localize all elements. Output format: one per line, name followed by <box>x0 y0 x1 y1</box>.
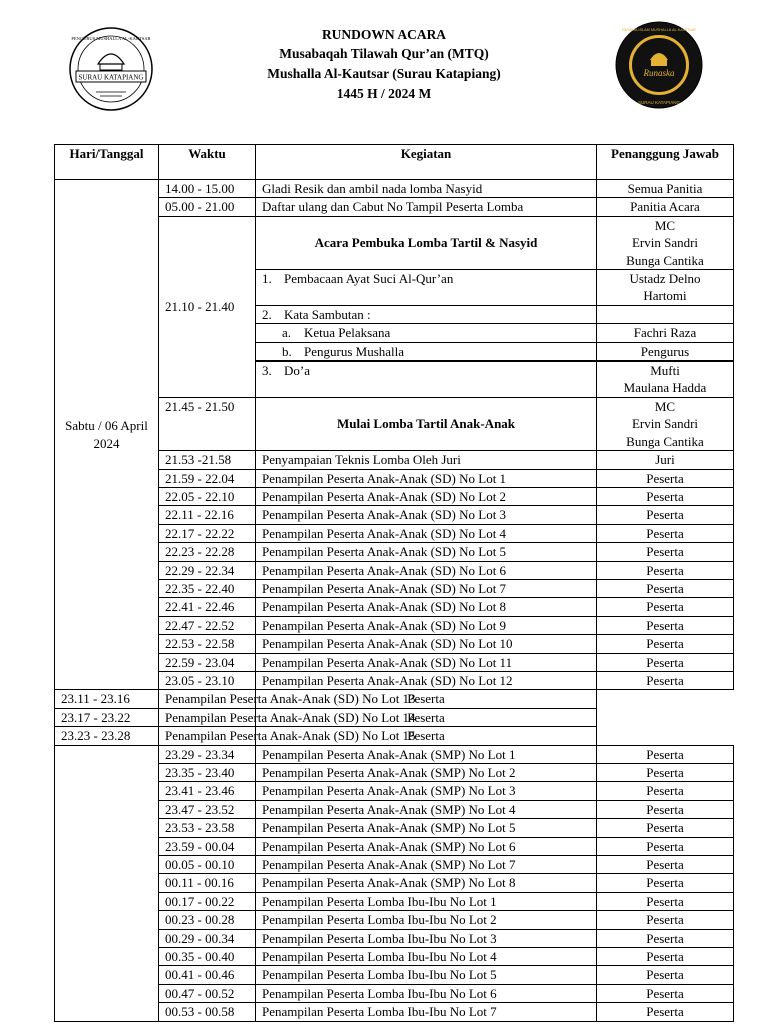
activity-cell <box>256 361 597 397</box>
table-row <box>55 745 734 763</box>
col-header-day: Hari/Tanggal <box>55 145 159 180</box>
pj-cell: Peserta <box>256 690 597 708</box>
time-cell: 22.53 - 22.58 <box>159 635 256 653</box>
activity-cell: Penampilan Peserta Anak-Anak (SD) No Lot 1 <box>256 469 597 487</box>
logo-right-ring-top: REMAJA ISLAM MUSHALLA AL-KAUTSAR <box>622 28 696 32</box>
pj-cell: Peserta <box>597 653 734 671</box>
day-cell: Sabtu / 06 April 2024 <box>55 180 159 690</box>
pj-line: Ervin Sandri <box>631 235 699 251</box>
pj-cell: Peserta <box>597 579 734 597</box>
venue-name: Mushalla Al-Kautsar (Surau Katapiang) <box>267 66 501 81</box>
activity-cell: Gladi Resik dan ambil nada lomba Nasyid <box>256 180 597 198</box>
pj-line: Maulana Hadda <box>623 380 707 396</box>
activity-cell: Penampilan Peserta Anak-Anak (SD) No Lot 13 <box>159 690 256 708</box>
pj-line: Hartomi <box>643 288 687 304</box>
time-cell: 22.35 - 22.40 <box>159 579 256 597</box>
time-cell: 23.35 - 23.40 <box>159 764 256 782</box>
time-cell: 21.10 - 21.40 <box>159 216 256 397</box>
pj-line: Bunga Cantika <box>626 433 704 449</box>
pj-cell <box>597 397 734 450</box>
pj-cell: Peserta <box>597 929 734 947</box>
day-cell <box>55 745 159 1021</box>
pj-cell: Peserta <box>597 948 734 966</box>
time-cell: 14.00 - 15.00 <box>159 180 256 198</box>
pj-cell: Fachri Raza <box>597 324 734 342</box>
item-number: 1. <box>262 271 272 287</box>
pj-cell: Peserta <box>597 874 734 892</box>
year-line: 1445 H / 2024 M <box>336 86 432 101</box>
table-header-row <box>55 145 734 180</box>
runaska-logo <box>614 20 704 110</box>
activity-cell: Penampilan Peserta Anak-Anak (SD) No Lot 7 <box>256 579 597 597</box>
document-header <box>0 0 768 130</box>
activity-cell: Penampilan Peserta Anak-Anak (SMP) No Lot 1 <box>256 745 597 763</box>
activity-cell: Penampilan Peserta Anak-Anak (SMP) No Lot 8 <box>256 874 597 892</box>
time-cell: 23.29 - 23.34 <box>159 745 256 763</box>
activity-cell: Penampilan Peserta Lomba Ibu-Ibu No Lot 4 <box>256 948 597 966</box>
pj-cell: Peserta <box>597 819 734 837</box>
time-cell: 23.53 - 23.58 <box>159 819 256 837</box>
pj-cell: Peserta <box>597 800 734 818</box>
activity-cell: Penampilan Peserta Lomba Ibu-Ibu No Lot 7 <box>256 1003 597 1021</box>
pj-cell: Peserta <box>597 911 734 929</box>
time-cell: 21.59 - 22.04 <box>159 469 256 487</box>
time-cell: 00.35 - 00.40 <box>159 948 256 966</box>
table-row <box>55 690 734 708</box>
pj-line: Ervin Sandri <box>631 416 699 432</box>
activity-cell: Penampilan Peserta Anak-Anak (SMP) No Lot 7 <box>256 856 597 874</box>
time-cell: 05.00 - 21.00 <box>159 198 256 216</box>
activity-cell: Penampilan Peserta Lomba Ibu-Ibu No Lot 6 <box>256 984 597 1002</box>
pj-cell: Peserta <box>597 856 734 874</box>
activity-cell: Penampilan Peserta Anak-Anak (SD) No Lot 3 <box>256 506 597 524</box>
logo-right-text: Runaska <box>643 68 675 78</box>
pj-cell: Peserta <box>597 745 734 763</box>
pj-cell <box>597 361 734 397</box>
time-cell: 23.17 - 23.22 <box>55 708 159 726</box>
logo-left-band-text: SURAU KATAPIANG <box>78 73 144 82</box>
pj-cell <box>597 305 734 323</box>
activity-cell: Penampilan Peserta Anak-Anak (SD) No Lot 8 <box>256 598 597 616</box>
item-text: Pengurus Mushalla <box>304 343 405 359</box>
table-row <box>55 727 734 745</box>
pj-cell: Peserta <box>597 543 734 561</box>
activity-cell: Penampilan Peserta Anak-Anak (SD) No Lot 14 <box>159 708 256 726</box>
activity-cell: Penampilan Peserta Anak-Anak (SD) No Lot 12 <box>256 671 597 689</box>
item-text: Kata Sambutan : <box>284 306 371 322</box>
pj-cell: Peserta <box>256 727 597 745</box>
item-number: 2. <box>262 306 272 322</box>
time-cell: 00.23 - 00.28 <box>159 911 256 929</box>
pj-cell: Peserta <box>597 984 734 1002</box>
doc-title: RUNDOWN ACARA <box>321 27 447 42</box>
time-cell: 00.47 - 00.52 <box>159 984 256 1002</box>
activity-cell: Penyampaian Teknis Lomba Oleh Juri <box>256 451 597 469</box>
time-cell: 23.41 - 23.46 <box>159 782 256 800</box>
activity-cell: Penampilan Peserta Anak-Anak (SMP) No Lot 3 <box>256 782 597 800</box>
col-header-pj: Penanggung Jawab <box>597 145 734 180</box>
pj-cell: Peserta <box>597 764 734 782</box>
time-cell: 22.05 - 22.10 <box>159 487 256 505</box>
pj-cell: Peserta <box>597 892 734 910</box>
activity-cell <box>256 342 597 361</box>
time-cell: 23.11 - 23.16 <box>55 690 159 708</box>
time-cell: 00.17 - 00.22 <box>159 892 256 910</box>
pj-cell: Peserta <box>597 966 734 984</box>
activity-cell: Penampilan Peserta Anak-Anak (SD) No Lot 6 <box>256 561 597 579</box>
time-cell: 22.47 - 22.52 <box>159 616 256 634</box>
time-cell: 23.47 - 23.52 <box>159 800 256 818</box>
activity-cell: Penampilan Peserta Anak-Anak (SMP) No Lot 5 <box>256 819 597 837</box>
activity-cell <box>256 324 597 342</box>
activity-cell: Daftar ulang dan Cabut No Tampil Peserta Lomba <box>256 198 597 216</box>
pj-line: MC <box>654 398 676 414</box>
time-cell: 22.41 - 22.46 <box>159 598 256 616</box>
activity-cell: Mulai Lomba Tartil Anak-Anak <box>256 397 597 450</box>
time-cell: 00.53 - 00.58 <box>159 1003 256 1021</box>
activity-cell: Penampilan Peserta Anak-Anak (SD) No Lot 15 <box>159 727 256 745</box>
item-text: Pembacaan Ayat Suci Al-Qur’an <box>284 271 454 287</box>
pj-cell <box>597 216 734 269</box>
logo-left-ring-text: PENGURUS MUSHALLA AL-KAUTSAR <box>71 36 151 41</box>
activity-cell: Penampilan Peserta Anak-Anak (SD) No Lot 10 <box>256 635 597 653</box>
time-cell: 00.41 - 00.46 <box>159 966 256 984</box>
pj-cell: Peserta <box>597 671 734 689</box>
time-cell: 23.59 - 00.04 <box>159 837 256 855</box>
pj-line: MC <box>654 217 676 233</box>
activity-cell: Penampilan Peserta Lomba Ibu-Ibu No Lot 3 <box>256 929 597 947</box>
pj-line: Mufti <box>650 363 680 379</box>
time-cell: 22.17 - 22.22 <box>159 524 256 542</box>
time-cell: 00.11 - 00.16 <box>159 874 256 892</box>
pj-cell: Semua Panitia <box>597 180 734 198</box>
activity-cell: Penampilan Peserta Anak-Anak (SD) No Lot 4 <box>256 524 597 542</box>
pj-cell: Peserta <box>597 1003 734 1021</box>
activity-cell: Penampilan Peserta Anak-Anak (SD) No Lot 2 <box>256 487 597 505</box>
activity-cell: Penampilan Peserta Lomba Ibu-Ibu No Lot 5 <box>256 966 597 984</box>
time-cell: 22.29 - 22.34 <box>159 561 256 579</box>
activity-cell: Penampilan Peserta Lomba Ibu-Ibu No Lot 2 <box>256 911 597 929</box>
activity-cell: Penampilan Peserta Anak-Anak (SD) No Lot 11 <box>256 653 597 671</box>
pj-line: Bunga Cantika <box>626 252 704 268</box>
item-number: 3. <box>262 363 272 379</box>
pj-cell: Panitia Acara <box>597 198 734 216</box>
activity-cell <box>256 270 597 306</box>
activity-cell: Penampilan Peserta Lomba Ibu-Ibu No Lot 1 <box>256 892 597 910</box>
time-cell: 21.45 - 21.50 <box>159 397 256 450</box>
activity-cell: Penampilan Peserta Anak-Anak (SMP) No Lot 2 <box>256 764 597 782</box>
pj-cell: Peserta <box>597 561 734 579</box>
pj-cell: Peserta <box>597 837 734 855</box>
time-cell: 23.23 - 23.28 <box>55 727 159 745</box>
item-text: Do’a <box>284 363 310 379</box>
pj-cell: Peserta <box>256 708 597 726</box>
activity-cell: Penampilan Peserta Anak-Anak (SMP) No Lot 6 <box>256 837 597 855</box>
activity-cell: Penampilan Peserta Anak-Anak (SD) No Lot 5 <box>256 543 597 561</box>
pj-cell: Juri <box>597 451 734 469</box>
pj-cell: Peserta <box>597 598 734 616</box>
activity-cell: Acara Pembuka Lomba Tartil & Nasyid <box>256 216 597 269</box>
logo-right-ring-bottom: SURAU KATAPIANG <box>637 100 681 105</box>
table-row <box>55 708 734 726</box>
pj-cell: Peserta <box>597 616 734 634</box>
pj-cell: Peserta <box>597 487 734 505</box>
time-cell: 21.53 -21.58 <box>159 451 256 469</box>
item-text: Ketua Pelaksana <box>304 325 391 341</box>
pj-cell <box>597 270 734 306</box>
time-cell: 22.59 - 23.04 <box>159 653 256 671</box>
activity-cell <box>256 305 597 323</box>
event-name: Musabaqah Tilawah Qur’an (MTQ) <box>279 46 489 61</box>
rundown-table <box>54 144 734 1022</box>
col-header-time: Waktu <box>159 145 256 180</box>
col-header-activity: Kegiatan <box>256 145 597 180</box>
item-letter: b. <box>282 343 292 359</box>
pj-line: Ustadz Delno <box>629 271 701 287</box>
time-cell: 22.23 - 22.28 <box>159 543 256 561</box>
activity-cell: Penampilan Peserta Anak-Anak (SMP) No Lot 4 <box>256 800 597 818</box>
pj-cell: Peserta <box>597 524 734 542</box>
pj-cell: Peserta <box>597 635 734 653</box>
pj-cell: Pengurus <box>597 342 734 361</box>
time-cell: 23.05 - 23.10 <box>159 671 256 689</box>
table-row <box>55 180 734 198</box>
pj-cell: Peserta <box>597 506 734 524</box>
time-cell: 00.05 - 00.10 <box>159 856 256 874</box>
time-cell: 00.29 - 00.34 <box>159 929 256 947</box>
pj-cell: Peserta <box>597 782 734 800</box>
time-cell: 22.11 - 22.16 <box>159 506 256 524</box>
activity-cell: Penampilan Peserta Anak-Anak (SD) No Lot 9 <box>256 616 597 634</box>
item-letter: a. <box>282 325 292 341</box>
pj-cell: Peserta <box>597 469 734 487</box>
